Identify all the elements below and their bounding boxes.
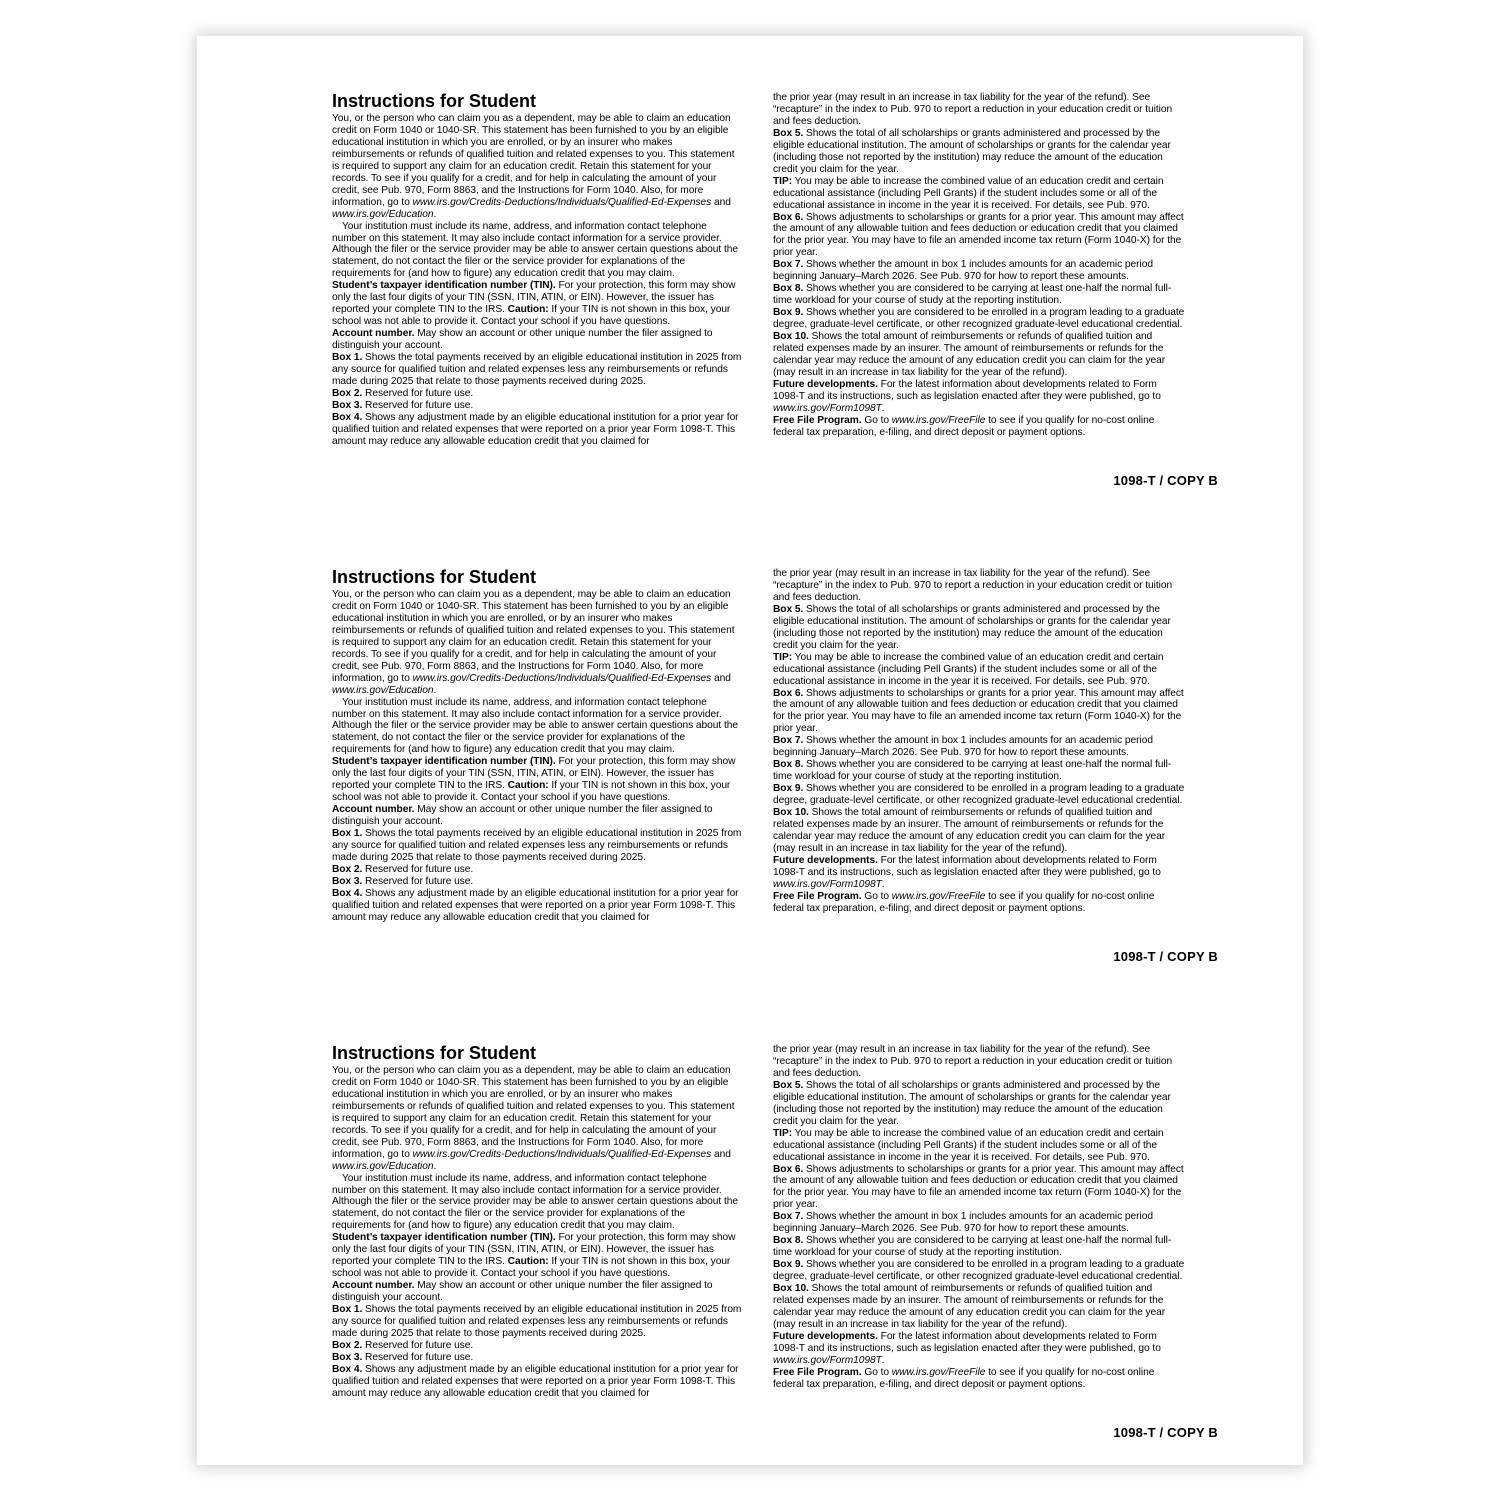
box7-paragraph: Box 7. Shows whether the amount in box 1 includes amounts for an academic period beginning January–March 2026. See Pub. 970 for how to report these amounts. xyxy=(773,259,1153,283)
account-paragraph: Account number. May show an account or other unique number the filer assigned to distinguish your account. xyxy=(332,804,713,828)
copy-footer-label: 1098-T / COPY B xyxy=(1113,1425,1218,1440)
form1098t-link: www.irs.gov/Form1098T xyxy=(773,402,882,414)
left-column xyxy=(332,92,742,448)
box9-paragraph: Box 9. Shows whether you are considered to be enrolled in a program leading to a graduate degree, graduate-level certificate, or other recognized graduate-level educational credential. xyxy=(773,307,1185,331)
box6-paragraph: Box 6. Shows adjustments to scholarships or grants for a prior year. This amount may affect the amount of any allowable tuition and fees deduction or education credit that you claimed for the prior year. You may have to file an amended income tax return (Form 1040-X) for the prior year. xyxy=(773,687,1184,735)
copy-footer-label: 1098-T / COPY B xyxy=(1113,949,1218,964)
instruction-copy-1 xyxy=(332,92,1218,502)
tin-paragraph: Student’s taxpayer identification number (TIN). For your protection, this form may show only the last four digits of your TIN (SSN, ITIN, ATIN, or EIN). However, the issuer has reported your complete TIN to the IRS. Caution: If your TIN is not shown in this box, your school was not able to provide it. Contact your school if you have questions. xyxy=(332,1232,736,1280)
box4-paragraph: Box 4. Shows any adjustment made by an eligible educational institution for a prior year for qualified tuition and related expenses that were reported on a prior year Form 1098-T. This amount may reduce any allowable education credit that you claimed for xyxy=(332,411,739,447)
future-developments-paragraph: Future developments. For the latest information about developments related to Form 1098-T and its instructions, such as legislation enacted after they were published, go to www.irs.gov/Form1098T. xyxy=(773,854,1161,890)
intro-paragraph: You, or the person who can claim you as a dependent, may be able to claim an education credit on Form 1040 or 1040-SR. This statement has been furnished to you by an eligible educational institution in which you are enrolled, or by an insurer who makes reimbursements or refunds of qualified tuition and related expenses to you. This statement is required to support any claim for an education credit. Retain this statement for your records. To see if you qualify for a credit, and for help in calculating the amount of your credit, see Pub. 970, Form 8863, and the Instructions for Form 1040. Also, for more information, go to www.irs.gov/Credits-Deductions/Individuals/Qualified-Ed-Expenses and www.irs.gov/Education. xyxy=(332,113,735,220)
form1098t-link: www.irs.gov/Form1098T xyxy=(773,878,882,890)
qualified-ed-expenses-link: www.irs.gov/Credits-Deductions/Individuals/Qualified-Ed-Expenses xyxy=(412,196,712,208)
box10-paragraph: Box 10. Shows the total amount of reimbursements or refunds of qualified tuition and related expenses made by an insurer. The amount of reimbursements or refunds for the calendar year may reduce the amount of any education credit you can claim for the year (may result in an increase in tax liability for the year of the refund). xyxy=(773,331,1166,378)
box7-paragraph: Box 7. Shows whether the amount in box 1 includes amounts for an academic period beginning January–March 2026. See Pub. 970 for how to report these amounts. xyxy=(773,1211,1153,1235)
institution-paragraph: Your institution must include its name, address, and information contact telephone number on this statement. It may also include contact information for a service provider. Although the filer or the service provider may be able to answer certain questions about the statement, do not contact the filer or the service provider for explanations of the requirements for (and how to figure) any education credit that you may claim. xyxy=(332,220,738,280)
future-developments-paragraph: Future developments. For the latest information about developments related to Form 1098-T and its instructions, such as legislation enacted after they were published, go to www.irs.gov/Form1098T. xyxy=(773,1330,1161,1366)
tip-paragraph: TIP: You may be able to increase the combined value of an education credit and certain educational assistance (including Pell Grants) if the student includes some or all of the educational assistance in income in the year it is received. For details, see Pub. 970. xyxy=(773,1127,1164,1163)
box4-continuation: the prior year (may result in an increase in tax liability for the year of the refund). See “recapture” in the index to Pub. 970 to report a reduction in your education credit or tuition and fees deduction. xyxy=(773,568,1173,603)
tip-paragraph: TIP: You may be able to increase the combined value of an education credit and certain educational assistance (including Pell Grants) if the student includes some or all of the educational assistance in income in the year it is received. For details, see Pub. 970. xyxy=(773,651,1164,687)
box3-paragraph: Box 3. Reserved for future use. xyxy=(332,399,474,411)
box8-paragraph: Box 8. Shows whether you are considered to be carrying at least one-half the normal full-time workload for your course of study at the reporting institution. xyxy=(773,759,1172,783)
box6-paragraph: Box 6. Shows adjustments to scholarships or grants for a prior year. This amount may affect the amount of any allowable tuition and fees deduction or education credit that you claimed for the prior year. You may have to file an amended income tax return (Form 1040-X) for the prior year. xyxy=(773,211,1184,259)
box8-paragraph: Box 8. Shows whether you are considered to be carrying at least one-half the normal full-time workload for your course of study at the reporting institution. xyxy=(773,1235,1172,1259)
box9-paragraph: Box 9. Shows whether you are considered to be enrolled in a program leading to a graduate degree, graduate-level certificate, or other recognized graduate-level educational credential. xyxy=(773,1259,1185,1283)
box3-paragraph: Box 3. Reserved for future use. xyxy=(332,1351,474,1363)
education-link: www.irs.gov/Education xyxy=(332,684,434,696)
freefile-link: www.irs.gov/FreeFile xyxy=(891,890,986,902)
copy-title: Instructions for Student xyxy=(332,567,536,587)
copy-title: Instructions for Student xyxy=(332,91,536,111)
education-link: www.irs.gov/Education xyxy=(332,1160,434,1172)
account-paragraph: Account number. May show an account or other unique number the filer assigned to distinguish your account. xyxy=(332,328,713,352)
tin-paragraph: Student’s taxpayer identification number (TIN). For your protection, this form may show only the last four digits of your TIN (SSN, ITIN, ATIN, or EIN). However, the issuer has reported your complete TIN to the IRS. Caution: If your TIN is not shown in this box, your school was not able to provide it. Contact your school if you have questions. xyxy=(332,280,736,328)
box1-paragraph: Box 1. Shows the total payments received by an eligible educational institution in 2025 from any source for qualified tuition and related expenses less any reimbursements or refunds made during 2025 that relate to those payments received during 2025. xyxy=(332,1304,742,1339)
right-column xyxy=(773,568,1185,915)
copy-title: Instructions for Student xyxy=(332,1043,536,1063)
box9-paragraph: Box 9. Shows whether you are considered to be enrolled in a program leading to a graduate degree, graduate-level certificate, or other recognized graduate-level educational credential. xyxy=(773,783,1185,807)
free-file-paragraph: Free File Program. Go to www.irs.gov/FreeFile to see if you qualify for no-cost online federal tax preparation, e-filing, and direct deposit or payment options. xyxy=(773,414,1155,438)
form-sheet xyxy=(197,36,1303,1465)
tin-paragraph: Student’s taxpayer identification number (TIN). For your protection, this form may show only the last four digits of your TIN (SSN, ITIN, ATIN, or EIN). However, the issuer has reported your complete TIN to the IRS. Caution: If your TIN is not shown in this box, your school was not able to provide it. Contact your school if you have questions. xyxy=(332,756,736,804)
box5-paragraph: Box 5. Shows the total of all scholarships or grants administered and processed by the eligible educational institution. The amount of scholarships or grants for the calendar year (including those not reported by the institution) may reduce the amount of the education credit you claim for the year. xyxy=(773,1079,1171,1127)
copy-footer-label: 1098-T / COPY B xyxy=(1113,473,1218,488)
left-column xyxy=(332,1044,742,1400)
qualified-ed-expenses-link: www.irs.gov/Credits-Deductions/Individuals/Qualified-Ed-Expenses xyxy=(412,1148,712,1160)
box4-continuation: the prior year (may result in an increase in tax liability for the year of the refund). See “recapture” in the index to Pub. 970 to report a reduction in your education credit or tuition and fees deduction. xyxy=(773,1044,1173,1079)
future-developments-paragraph: Future developments. For the latest information about developments related to Form 1098-T and its instructions, such as legislation enacted after they were published, go to www.irs.gov/Form1098T. xyxy=(773,378,1161,414)
right-column xyxy=(773,92,1185,439)
institution-paragraph: Your institution must include its name, address, and information contact telephone number on this statement. It may also include contact information for a service provider. Although the filer or the service provider may be able to answer certain questions about the statement, do not contact the filer or the service provider for explanations of the requirements for (and how to figure) any education credit that you may claim. xyxy=(332,1172,738,1232)
box4-paragraph: Box 4. Shows any adjustment made by an eligible educational institution for a prior year for qualified tuition and related expenses that were reported on a prior year Form 1098-T. This amount may reduce any allowable education credit that you claimed for xyxy=(332,1363,739,1399)
institution-paragraph: Your institution must include its name, address, and information contact telephone number on this statement. It may also include contact information for a service provider. Although the filer or the service provider may be able to answer certain questions about the statement, do not contact the filer or the service provider for explanations of the requirements for (and how to figure) any education credit that you may claim. xyxy=(332,696,738,756)
box4-continuation: the prior year (may result in an increase in tax liability for the year of the refund). See “recapture” in the index to Pub. 970 to report a reduction in your education credit or tuition and fees deduction. xyxy=(773,92,1173,127)
box10-paragraph: Box 10. Shows the total amount of reimbursements or refunds of qualified tuition and related expenses made by an insurer. The amount of reimbursements or refunds for the calendar year may reduce the amount of any education credit you can claim for the year (may result in an increase in tax liability for the year of the refund). xyxy=(773,1283,1166,1330)
box5-paragraph: Box 5. Shows the total of all scholarships or grants administered and processed by the eligible educational institution. The amount of scholarships or grants for the calendar year (including those not reported by the institution) may reduce the amount of the education credit you claim for the year. xyxy=(773,603,1171,651)
account-paragraph: Account number. May show an account or other unique number the filer assigned to distinguish your account. xyxy=(332,1280,713,1304)
form1098t-link: www.irs.gov/Form1098T xyxy=(773,1354,882,1366)
freefile-link: www.irs.gov/FreeFile xyxy=(891,414,986,426)
box7-paragraph: Box 7. Shows whether the amount in box 1 includes amounts for an academic period beginning January–March 2026. See Pub. 970 for how to report these amounts. xyxy=(773,735,1153,759)
education-link: www.irs.gov/Education xyxy=(332,208,434,220)
box1-paragraph: Box 1. Shows the total payments received by an eligible educational institution in 2025 from any source for qualified tuition and related expenses less any reimbursements or refunds made during 2025 that relate to those payments received during 2025. xyxy=(332,352,742,387)
free-file-paragraph: Free File Program. Go to www.irs.gov/FreeFile to see if you qualify for no-cost online federal tax preparation, e-filing, and direct deposit or payment options. xyxy=(773,1366,1155,1390)
box2-paragraph: Box 2. Reserved for future use. xyxy=(332,387,474,399)
freefile-link: www.irs.gov/FreeFile xyxy=(891,1366,986,1378)
box1-paragraph: Box 1. Shows the total payments received by an eligible educational institution in 2025 from any source for qualified tuition and related expenses less any reimbursements or refunds made during 2025 that relate to those payments received during 2025. xyxy=(332,828,742,863)
left-column xyxy=(332,568,742,924)
box3-paragraph: Box 3. Reserved for future use. xyxy=(332,875,474,887)
intro-paragraph: You, or the person who can claim you as a dependent, may be able to claim an education credit on Form 1040 or 1040-SR. This statement has been furnished to you by an eligible educational institution in which you are enrolled, or by an insurer who makes reimbursements or refunds of qualified tuition and related expenses to you. This statement is required to support any claim for an education credit. Retain this statement for your records. To see if you qualify for a credit, and for help in calculating the amount of your credit, see Pub. 970, Form 8863, and the Instructions for Form 1040. Also, for more information, go to www.irs.gov/Credits-Deductions/Individuals/Qualified-Ed-Expenses and www.irs.gov/Education. xyxy=(332,1065,735,1172)
instruction-copy-2 xyxy=(332,568,1218,978)
right-column xyxy=(773,1044,1185,1391)
instruction-copy-3 xyxy=(332,1044,1218,1454)
box8-paragraph: Box 8. Shows whether you are considered to be carrying at least one-half the normal full-time workload for your course of study at the reporting institution. xyxy=(773,283,1172,307)
box4-paragraph: Box 4. Shows any adjustment made by an eligible educational institution for a prior year for qualified tuition and related expenses that were reported on a prior year Form 1098-T. This amount may reduce any allowable education credit that you claimed for xyxy=(332,887,739,923)
box2-paragraph: Box 2. Reserved for future use. xyxy=(332,863,474,875)
box10-paragraph: Box 10. Shows the total amount of reimbursements or refunds of qualified tuition and related expenses made by an insurer. The amount of reimbursements or refunds for the calendar year may reduce the amount of any education credit you can claim for the year (may result in an increase in tax liability for the year of the refund). xyxy=(773,807,1166,854)
qualified-ed-expenses-link: www.irs.gov/Credits-Deductions/Individuals/Qualified-Ed-Expenses xyxy=(412,672,712,684)
box6-paragraph: Box 6. Shows adjustments to scholarships or grants for a prior year. This amount may affect the amount of any allowable tuition and fees deduction or education credit that you claimed for the prior year. You may have to file an amended income tax return (Form 1040-X) for the prior year. xyxy=(773,1163,1184,1211)
box2-paragraph: Box 2. Reserved for future use. xyxy=(332,1339,474,1351)
tip-paragraph: TIP: You may be able to increase the combined value of an education credit and certain educational assistance (including Pell Grants) if the student includes some or all of the educational assistance in income in the year it is received. For details, see Pub. 970. xyxy=(773,175,1164,211)
intro-paragraph: You, or the person who can claim you as a dependent, may be able to claim an education credit on Form 1040 or 1040-SR. This statement has been furnished to you by an eligible educational institution in which you are enrolled, or by an insurer who makes reimbursements or refunds of qualified tuition and related expenses to you. This statement is required to support any claim for an education credit. Retain this statement for your records. To see if you qualify for a credit, and for help in calculating the amount of your credit, see Pub. 970, Form 8863, and the Instructions for Form 1040. Also, for more information, go to www.irs.gov/Credits-Deductions/Individuals/Qualified-Ed-Expenses and www.irs.gov/Education. xyxy=(332,589,735,696)
free-file-paragraph: Free File Program. Go to www.irs.gov/FreeFile to see if you qualify for no-cost online federal tax preparation, e-filing, and direct deposit or payment options. xyxy=(773,890,1155,914)
box5-paragraph: Box 5. Shows the total of all scholarships or grants administered and processed by the eligible educational institution. The amount of scholarships or grants for the calendar year (including those not reported by the institution) may reduce the amount of the education credit you claim for the year. xyxy=(773,127,1171,175)
